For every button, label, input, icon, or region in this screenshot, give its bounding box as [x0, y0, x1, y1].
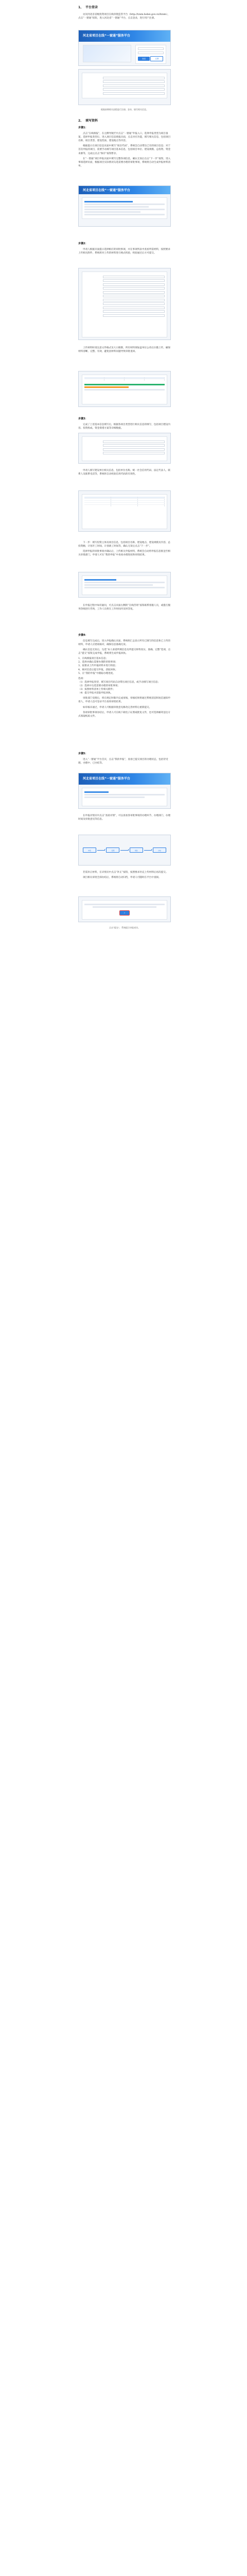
declare-panel — [82, 575, 167, 595]
step-4-paragraph-5: 如审核未通过，申请人可根据审批意见修改完善材料后重新提交。 — [83, 706, 152, 709]
step-1-paragraph-3: 在“一窗通”项目申报页面中填写完整各项信息，确认无误后点击“下一步”按钮，进入事项选择页面，根据项目实际情况勾选需要办理的审批事项，系统将自动生成申报材料清单。 — [78, 157, 171, 167]
step-5-paragraph-2: 在申报详情页中点击“查看详情”，可以查看各审批事项的办理环节、办理部门、办理时间及审批意见等信息。 — [78, 815, 171, 821]
platform-banner: 河北省项目在线“一窗通”服务平台 — [79, 30, 170, 42]
step-5-paragraph-4: 项目相关审批全部办结后，系统将自动归档，申请人可随时在平台中查阅。 — [83, 876, 161, 879]
list-item: 5、在“我的申报”中跟踪办理进度。 — [78, 672, 115, 675]
step-4-paragraph-4: 审批部门受理后，将在规定时限内完成审核，审核结果将通过系统消息和短信通知申请人，申请人也可登录平台查询审批结果。 — [78, 697, 170, 704]
flow-node: 申报 — [83, 848, 96, 853]
step-2-label: 步骤2： — [78, 242, 88, 245]
banner-illustration — [83, 45, 131, 62]
register-button[interactable]: 注册 — [150, 56, 163, 61]
step-3 — [78, 417, 171, 432]
form-field[interactable] — [103, 295, 165, 297]
step-5 — [78, 752, 171, 767]
form-field[interactable] — [103, 276, 165, 278]
step-5-continued — [78, 814, 171, 823]
login-panel — [79, 42, 170, 66]
step-5-paragraph-3: 若需补正材料，在详情页中点击“补正”按钮，按照要求补充上传材料后再次提交。 — [83, 871, 168, 874]
step-3-end — [78, 604, 171, 613]
list-item: （4）提交申报并获取申报回执。 — [78, 692, 113, 695]
form-banner: 河北省项目在线“一窗通”服务平台 — [79, 186, 170, 194]
project-info-panel — [82, 197, 167, 219]
register-form — [82, 73, 167, 98]
step-3-paragraph-2: 申请人填写建设单位相关信息，包括单位名称、统一社会信用代码、法定代表人、联系人及联系电话等，系统将自动校验信用代码的有效性。 — [78, 469, 170, 476]
form-field[interactable] — [103, 314, 165, 317]
login-form — [135, 45, 166, 64]
step-5-caption: 点击“提交”，系统提示申报成功。 — [109, 926, 140, 929]
section-1 — [78, 5, 171, 22]
step-3-more — [78, 541, 171, 558]
form-field[interactable] — [103, 77, 165, 79]
submit-panel — [82, 900, 167, 920]
flow-node: 受理 — [106, 848, 119, 853]
step-2-paragraph-1: 申请人根据页面提示选择相应的审批事项，并在事项列表中查看所需材料，按照要求上传相关附件，系统将对上传的材料进行格式校验，校验通过后方可提交。 — [78, 248, 170, 255]
register-screenshot — [78, 69, 171, 105]
flow-arrow — [97, 850, 105, 851]
step-1-paragraph-2: 根据提示在项目信息页面中填写“项目代码”，系统会自动带出已有的项目信息；对于首次申报的项目，需要手动填写项目基本信息，包括项目单位、建设规模、总投资、资金来源等，完成后点击“保存”按钮暂存。 — [78, 145, 171, 155]
step-3-paragraph-1: 完成了上述基本信息填写后，根据各项目类型进行相关信息的填写，包括项目建设内容、投资构成、资金筹措方案等详细数据。 — [78, 423, 170, 430]
username-field[interactable] — [138, 47, 164, 50]
flow-node: 办结 — [153, 848, 166, 853]
form-field[interactable] — [103, 299, 165, 301]
step-2-paragraph-2: 上传材料时请注意文件格式及大小限制，所有材料须加盖单位公章后扫描上传，确保材料清晰、完整、有效，避免因材料问题导致审批退回。 — [78, 347, 170, 353]
form-field[interactable] — [103, 283, 165, 286]
form-field[interactable] — [103, 307, 165, 309]
form-field[interactable] — [103, 440, 165, 443]
step-5-more — [78, 871, 171, 881]
list-item: （3）按照材料清单上传相关附件； — [78, 688, 115, 691]
unit-info-screenshot — [78, 490, 171, 532]
step-4-paragraph-6: 各项审批事项办结后，申请人可在线下载电子证照或批复文件，也可选择邮寄送达方式领取纸质文件。 — [78, 711, 170, 718]
step-4 — [78, 634, 171, 720]
section-2-heading: 2、 填写资料 — [78, 119, 98, 123]
section-1-heading: 1、 平台登录 — [78, 6, 98, 9]
section-1-paragraph: 访问河北省省级投资项目在线审批监管平台（http://tzxm.hebei.gov.cn/ltzxm），点击“一窗通”按钮，进入河北省“一窗通”平台，点击登录，进行用户注册。 — [78, 13, 170, 20]
form-field[interactable] — [103, 80, 165, 83]
list-item: 3、按要求上传申报材料并进行校验； — [78, 665, 118, 668]
step-4-paragraph-2: 确认信息无误后，勾选“本人承诺所填信息及所提交材料真实、准确、完整”选项，点击“提交”按钮完成申报，系统将生成申报回执。 — [78, 648, 171, 655]
form-field[interactable] — [103, 452, 165, 454]
options-list — [78, 681, 171, 695]
step-3-continued — [78, 469, 171, 478]
form-field[interactable] — [103, 444, 165, 447]
step-3-paragraph-5: 在申报过程中如有疑问，可点击页面右侧的“在线咨询”按钮联系客服人员，或拨打服务热线进行咨询，工作人员将在工作时间内及时答复。 — [78, 604, 171, 611]
submit-button[interactable]: ✓ — [120, 911, 130, 915]
unit-form — [82, 494, 167, 529]
list-item: 2、选择并确认需要办理的审批事项； — [78, 661, 118, 664]
item-form — [82, 272, 167, 337]
flow-arrow — [144, 850, 152, 851]
password-field[interactable] — [138, 52, 164, 54]
step-3-label: 步骤3： — [78, 417, 88, 420]
portal-panel — [82, 788, 167, 806]
list-item: （1）选择申报类型，填写项目代码自动带出项目信息，或手动填写项目信息； — [78, 681, 161, 684]
upload-screenshot — [78, 371, 171, 407]
list-item: 1、在线填报项目基本信息； — [78, 657, 109, 660]
login-button[interactable]: 登录 — [138, 57, 150, 61]
section-2 — [78, 118, 171, 170]
step-1-label: 步骤1： — [78, 126, 88, 130]
step-3-paragraph-3: 下一步：填写投资主体及项目信息，包括项目名称、建设地点、建设规模及内容、总投资额、计划开工时间、计划竣工时间等，确认无误后点击“下一步”。 — [78, 541, 170, 548]
step-4-list — [78, 657, 171, 675]
form-field[interactable] — [103, 92, 165, 95]
portal-banner: 河北省项目在线“一窗通”服务平台 — [79, 773, 170, 785]
building-form — [82, 436, 167, 461]
item-select-screenshot — [78, 268, 171, 340]
flow-screenshot — [78, 835, 171, 866]
flow-node: 审批 — [130, 848, 143, 853]
list-item: （2）选择并勾选需要办理的审批事项； — [78, 684, 120, 687]
step-4-label: 步骤4： — [78, 634, 88, 637]
step-5-label: 步骤5： — [78, 752, 88, 755]
section-1-caption: 根据前期相关流程进行注册、登录，填写相关信息。 — [101, 108, 148, 111]
form-field[interactable] — [103, 88, 165, 91]
submit-screenshot — [78, 896, 171, 922]
declare-screenshot — [78, 572, 171, 598]
flow-arrow — [120, 850, 128, 851]
form-field[interactable] — [103, 287, 165, 290]
form-field[interactable] — [103, 302, 165, 305]
form-field[interactable] — [103, 279, 165, 282]
login-screenshot — [78, 30, 171, 66]
portal-screenshot — [78, 773, 171, 809]
list-item: 4、核对信息后提交申报，获取回执； — [78, 668, 118, 671]
project-form-screenshot — [78, 185, 171, 227]
step-1-paragraph-1: 点击“在线填报”，在左侧导航栏中点击“一窗通”申报入口，选择申报类型为项目备案，选择申报类型后，进入项目信息填报页面，点击对应功能，填写相关信息，包括项目名称、项目类型、建设性质、建设地点等内容。 — [78, 132, 171, 143]
step-4-paragraph-1: 信息填写完成后，进入申报确认页面，系统将汇总显示所有已填写的信息和已上传的材料，申请人应逐项核对，确保信息准确无误。 — [78, 639, 170, 646]
upload-panel — [82, 375, 167, 404]
form-field[interactable] — [103, 84, 165, 87]
step-3-paragraph-4: 选择申报的审批事项并确认后，上传相关申报材料，系统会自动将申报信息推送至相关审批部门，申请人可在“我的申报”中查看办理进度和审批结果。 — [78, 550, 170, 557]
building-info-screenshot — [78, 433, 171, 464]
form-field[interactable] — [103, 310, 165, 313]
step-5-paragraph-1: 进入“一窗通”平台首页，点击“我的申报”，查看已提交项目的办理状态，包括待受理、办理中、已办结等。 — [78, 758, 168, 765]
form-field[interactable] — [103, 291, 165, 294]
step-2-continued — [78, 346, 171, 355]
options-label: 选项： — [78, 677, 85, 680]
approval-flow — [79, 845, 170, 855]
step-2 — [78, 242, 171, 257]
form-field[interactable] — [103, 448, 165, 451]
